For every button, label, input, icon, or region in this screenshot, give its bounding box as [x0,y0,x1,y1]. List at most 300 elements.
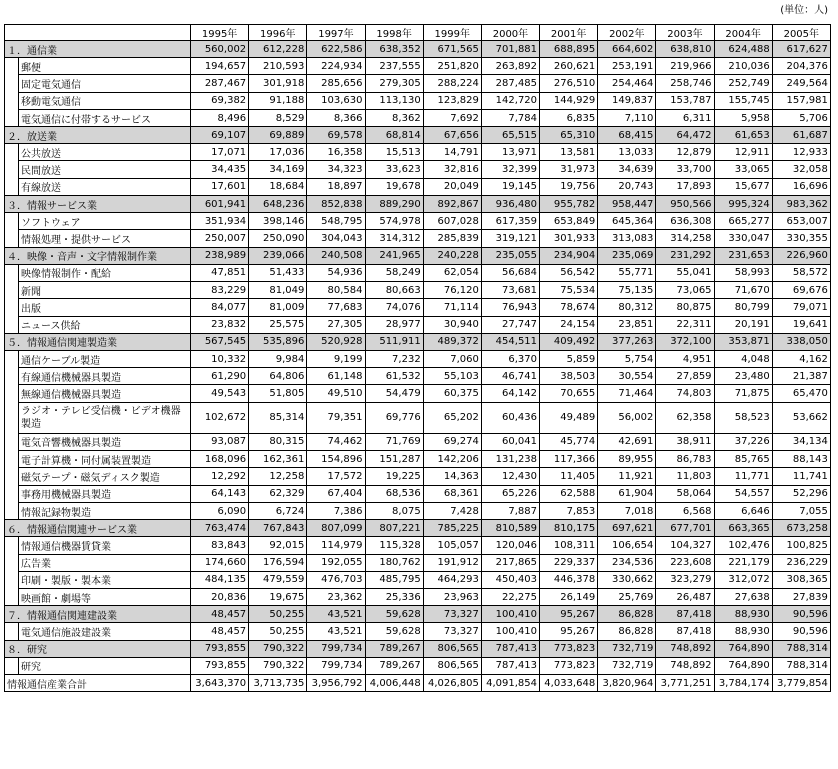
value-cell: 77,683 [307,299,365,316]
year-header: 2004年 [714,25,772,41]
value-cell: 226,960 [772,247,830,264]
category-row [5,196,831,213]
category-row [5,333,831,350]
value-cell: 479,559 [249,571,307,588]
value-cell: 62,588 [540,485,598,502]
header-blank [5,25,191,41]
value-cell: 75,135 [598,281,656,298]
indent-cell [5,485,19,502]
year-header: 2005年 [772,25,830,41]
value-cell: 19,756 [540,178,598,195]
value-cell: 7,110 [598,109,656,126]
row-label: 印刷・製版・製本業 [19,571,191,588]
value-cell: 889,290 [365,196,423,213]
value-cell: 55,103 [423,368,481,385]
value-cell: 26,149 [540,589,598,606]
row-label: 映画館・劇場等 [19,589,191,606]
value-cell: 624,488 [714,41,772,58]
indent-cell [5,451,19,468]
value-cell: 535,896 [249,333,307,350]
value-cell: 153,787 [656,92,714,109]
value-cell: 59,628 [365,623,423,640]
table-row [5,58,831,75]
value-cell: 73,065 [656,281,714,298]
value-cell: 204,376 [772,58,830,75]
table-row [5,264,831,281]
value-cell: 250,090 [249,230,307,247]
value-cell: 773,823 [540,657,598,674]
value-cell: 162,361 [249,451,307,468]
value-cell: 67,404 [307,485,365,502]
value-cell: 485,795 [365,571,423,588]
value-cell: 62,329 [249,485,307,502]
row-label: ２．放送業 [5,127,191,144]
value-cell: 958,447 [598,196,656,213]
value-cell: 174,660 [191,554,249,571]
value-cell: 27,839 [772,589,830,606]
indent-cell [5,230,19,247]
value-cell: 93,087 [191,433,249,450]
value-cell: 807,221 [365,520,423,537]
value-cell: 151,287 [365,451,423,468]
value-cell: 688,895 [540,41,598,58]
value-cell: 103,630 [307,92,365,109]
value-cell: 86,828 [598,606,656,623]
row-label: 電気通信に付帯するサービス [19,109,191,126]
value-cell: 27,638 [714,589,772,606]
value-cell: 85,765 [714,451,772,468]
value-cell: 353,871 [714,333,772,350]
row-label: 新聞 [19,281,191,298]
category-row [5,606,831,623]
value-cell: 8,362 [365,109,423,126]
value-cell: 240,508 [307,247,365,264]
value-cell: 16,358 [307,144,365,161]
value-cell: 231,653 [714,247,772,264]
value-cell: 13,033 [598,144,656,161]
value-cell: 301,918 [249,75,307,92]
value-cell: 239,066 [249,247,307,264]
row-label: 電気通信施設建設業 [19,623,191,640]
value-cell: 95,267 [540,606,598,623]
value-cell: 37,226 [714,433,772,450]
value-cell: 6,646 [714,502,772,519]
indent-cell [5,316,19,333]
value-cell: 852,838 [307,196,365,213]
row-label: ソフトウェア [19,213,191,230]
value-cell: 50,255 [249,606,307,623]
value-cell: 560,002 [191,41,249,58]
table-row [5,571,831,588]
value-cell: 235,069 [598,247,656,264]
value-cell: 90,596 [772,606,830,623]
value-cell: 38,911 [656,433,714,450]
value-cell: 80,312 [598,299,656,316]
value-cell: 221,179 [714,554,772,571]
value-cell: 677,701 [656,520,714,537]
value-cell: 73,327 [423,623,481,640]
row-label: ６．情報通信関連サービス業 [5,520,191,537]
value-cell: 217,865 [481,554,539,571]
value-cell: 88,143 [772,451,830,468]
value-cell: 33,065 [714,161,772,178]
value-cell: 155,745 [714,92,772,109]
value-cell: 142,720 [481,92,539,109]
value-cell: 80,315 [249,433,307,450]
value-cell: 69,578 [307,127,365,144]
indent-cell [5,75,19,92]
value-cell: 81,009 [249,299,307,316]
value-cell: 622,586 [307,41,365,58]
value-cell: 102,476 [714,537,772,554]
value-cell: 34,435 [191,161,249,178]
value-cell: 16,696 [772,178,830,195]
value-cell: 104,327 [656,537,714,554]
row-label: ８．研究 [5,640,191,657]
value-cell: 69,274 [423,433,481,450]
value-cell: 114,979 [307,537,365,554]
indent-cell [5,144,19,161]
indent-cell [5,385,19,402]
value-cell: 224,934 [307,58,365,75]
value-cell: 489,372 [423,333,481,350]
value-cell: 229,337 [540,554,598,571]
value-cell: 548,795 [307,213,365,230]
value-cell: 223,608 [656,554,714,571]
value-cell: 17,036 [249,144,307,161]
value-cell: 25,575 [249,316,307,333]
value-cell: 276,510 [540,75,598,92]
value-cell: 13,971 [481,144,539,161]
value-cell: 100,825 [772,537,830,554]
value-cell: 79,071 [772,299,830,316]
value-cell: 664,602 [598,41,656,58]
year-header: 2002年 [598,25,656,41]
value-cell: 732,719 [598,657,656,674]
value-cell: 338,050 [772,333,830,350]
value-cell: 372,100 [656,333,714,350]
value-cell: 45,774 [540,433,598,450]
value-cell: 312,072 [714,571,772,588]
value-cell: 19,225 [365,468,423,485]
value-cell: 49,489 [540,402,598,433]
table-row [5,657,831,674]
value-cell: 46,741 [481,368,539,385]
table-row [5,144,831,161]
value-cell: 49,543 [191,385,249,402]
value-cell: 20,743 [598,178,656,195]
value-cell: 61,148 [307,368,365,385]
table-row [5,213,831,230]
value-cell: 64,143 [191,485,249,502]
value-cell: 7,232 [365,350,423,367]
value-cell: 983,362 [772,196,830,213]
value-cell: 60,436 [481,402,539,433]
value-cell: 748,892 [656,657,714,674]
row-label: 固定電気通信 [19,75,191,92]
value-cell: 55,771 [598,264,656,281]
value-cell: 330,355 [772,230,830,247]
value-cell: 806,565 [423,657,481,674]
indent-cell [5,368,19,385]
value-cell: 17,572 [307,468,365,485]
indent-cell [5,178,19,195]
value-cell: 285,839 [423,230,481,247]
value-cell: 995,324 [714,196,772,213]
indent-cell [5,468,19,485]
value-cell: 144,929 [540,92,598,109]
value-cell: 34,169 [249,161,307,178]
value-cell: 51,805 [249,385,307,402]
value-cell: 52,296 [772,485,830,502]
indent-cell [5,433,19,450]
value-cell: 19,145 [481,178,539,195]
value-cell: 30,554 [598,368,656,385]
indent-cell [5,299,19,316]
value-cell: 192,055 [307,554,365,571]
indent-cell [5,623,19,640]
table-row [5,75,831,92]
table-row [5,161,831,178]
value-cell: 19,641 [772,316,830,333]
value-cell: 87,418 [656,606,714,623]
value-cell: 3,956,792 [307,675,365,692]
value-cell: 330,662 [598,571,656,588]
year-header: 1998年 [365,25,423,41]
value-cell: 25,336 [365,589,423,606]
table-row [5,299,831,316]
value-cell: 446,378 [540,571,598,588]
value-cell: 30,940 [423,316,481,333]
value-cell: 398,146 [249,213,307,230]
table-row [5,368,831,385]
value-cell: 7,784 [481,109,539,126]
value-cell: 58,993 [714,264,772,281]
row-label: ４．映像・音声・文字情報制作業 [5,247,191,264]
indent-cell [5,281,19,298]
value-cell: 23,832 [191,316,249,333]
value-cell: 6,090 [191,502,249,519]
value-cell: 61,532 [365,368,423,385]
value-cell: 773,823 [540,640,598,657]
value-cell: 799,734 [307,640,365,657]
value-cell: 95,267 [540,623,598,640]
indent-cell [5,657,19,674]
year-header: 2000年 [481,25,539,41]
value-cell: 807,099 [307,520,365,537]
row-label: 有線放送 [19,178,191,195]
row-label: 磁気テープ・磁気ディスク製造 [19,468,191,485]
value-cell: 51,433 [249,264,307,281]
value-cell: 168,096 [191,451,249,468]
table-row [5,433,831,450]
indent-cell [5,161,19,178]
value-cell: 8,075 [365,502,423,519]
value-cell: 65,515 [481,127,539,144]
row-label: ７．情報通信関連建設業 [5,606,191,623]
value-cell: 288,224 [423,75,481,92]
value-cell: 117,366 [540,451,598,468]
row-label: 民間放送 [19,161,191,178]
table-row [5,502,831,519]
row-label: ニュース供給 [19,316,191,333]
value-cell: 80,875 [656,299,714,316]
value-cell: 351,934 [191,213,249,230]
value-cell: 56,002 [598,402,656,433]
value-cell: 3,779,854 [772,675,830,692]
value-cell: 287,467 [191,75,249,92]
value-cell: 53,662 [772,402,830,433]
value-cell: 89,955 [598,451,656,468]
value-cell: 48,457 [191,606,249,623]
value-cell: 4,048 [714,350,772,367]
value-cell: 67,656 [423,127,481,144]
value-cell: 789,267 [365,657,423,674]
value-cell: 788,314 [772,657,830,674]
value-cell: 62,358 [656,402,714,433]
value-cell: 23,480 [714,368,772,385]
value-cell: 17,601 [191,178,249,195]
row-label: 映像情報制作・配給 [19,264,191,281]
value-cell: 612,228 [249,41,307,58]
table-row [5,451,831,468]
value-cell: 54,557 [714,485,772,502]
value-cell: 617,359 [481,213,539,230]
table-row [5,350,831,367]
value-cell: 323,279 [656,571,714,588]
value-cell: 287,485 [481,75,539,92]
value-cell: 71,875 [714,385,772,402]
value-cell: 176,594 [249,554,307,571]
value-cell: 8,529 [249,109,307,126]
value-cell: 484,135 [191,571,249,588]
value-cell: 69,776 [365,402,423,433]
value-cell: 74,076 [365,299,423,316]
value-cell: 108,311 [540,537,598,554]
value-cell: 6,724 [249,502,307,519]
value-cell: 60,041 [481,433,539,450]
value-cell: 5,754 [598,350,656,367]
value-cell: 61,290 [191,368,249,385]
value-cell: 20,191 [714,316,772,333]
value-cell: 31,973 [540,161,598,178]
value-cell: 4,006,448 [365,675,423,692]
value-cell: 7,060 [423,350,481,367]
value-cell: 32,399 [481,161,539,178]
value-cell: 34,639 [598,161,656,178]
value-cell: 4,026,805 [423,675,481,692]
value-cell: 24,154 [540,316,598,333]
indent-cell [5,264,19,281]
indent-cell [5,502,19,519]
value-cell: 17,893 [656,178,714,195]
category-row [5,127,831,144]
value-cell: 12,430 [481,468,539,485]
value-cell: 69,676 [772,281,830,298]
value-cell: 88,930 [714,623,772,640]
value-cell: 5,958 [714,109,772,126]
value-cell: 3,784,174 [714,675,772,692]
value-cell: 377,263 [598,333,656,350]
unit-label: (単位：人) [780,5,828,16]
row-label: 移動電気通信 [19,92,191,109]
value-cell: 42,691 [598,433,656,450]
value-cell: 10,332 [191,350,249,367]
indent-cell [5,58,19,75]
value-cell: 785,225 [423,520,481,537]
value-cell: 6,568 [656,502,714,519]
value-cell: 607,028 [423,213,481,230]
value-cell: 7,018 [598,502,656,519]
value-cell: 22,311 [656,316,714,333]
value-cell: 100,410 [481,623,539,640]
value-cell: 34,323 [307,161,365,178]
value-cell: 732,719 [598,640,656,657]
value-cell: 663,365 [714,520,772,537]
value-cell: 32,816 [423,161,481,178]
value-cell: 62,054 [423,264,481,281]
row-label: １．通信業 [5,41,191,58]
value-cell: 85,314 [249,402,307,433]
value-cell: 60,375 [423,385,481,402]
value-cell: 18,684 [249,178,307,195]
value-cell: 65,470 [772,385,830,402]
table-row [5,316,831,333]
value-cell: 574,978 [365,213,423,230]
value-cell: 253,191 [598,58,656,75]
value-cell: 69,107 [191,127,249,144]
value-cell: 454,511 [481,333,539,350]
value-cell: 14,791 [423,144,481,161]
value-cell: 26,487 [656,589,714,606]
value-cell: 638,352 [365,41,423,58]
value-cell: 567,545 [191,333,249,350]
value-cell: 71,114 [423,299,481,316]
value-cell: 3,713,735 [249,675,307,692]
value-cell: 68,814 [365,127,423,144]
value-cell: 648,236 [249,196,307,213]
value-cell: 27,305 [307,316,365,333]
value-cell: 70,655 [540,385,598,402]
value-cell: 697,621 [598,520,656,537]
value-cell: 601,941 [191,196,249,213]
value-cell: 892,867 [423,196,481,213]
value-cell: 23,362 [307,589,365,606]
value-cell: 149,837 [598,92,656,109]
indent-cell [5,92,19,109]
row-label: ラジオ・テレビ受信機・ビデオ機器製造 [19,402,191,433]
value-cell: 23,851 [598,316,656,333]
value-cell: 15,677 [714,178,772,195]
value-cell: 258,746 [656,75,714,92]
value-cell: 251,820 [423,58,481,75]
table-row [5,623,831,640]
value-cell: 7,428 [423,502,481,519]
value-cell: 237,555 [365,58,423,75]
value-cell: 73,681 [481,281,539,298]
value-cell: 11,771 [714,468,772,485]
value-cell: 88,930 [714,606,772,623]
value-cell: 450,403 [481,571,539,588]
value-cell: 3,771,251 [656,675,714,692]
value-cell: 9,984 [249,350,307,367]
value-cell: 476,703 [307,571,365,588]
value-cell: 27,859 [656,368,714,385]
value-cell: 636,308 [656,213,714,230]
value-cell: 617,627 [772,41,830,58]
table-row [5,554,831,571]
value-cell: 279,305 [365,75,423,92]
